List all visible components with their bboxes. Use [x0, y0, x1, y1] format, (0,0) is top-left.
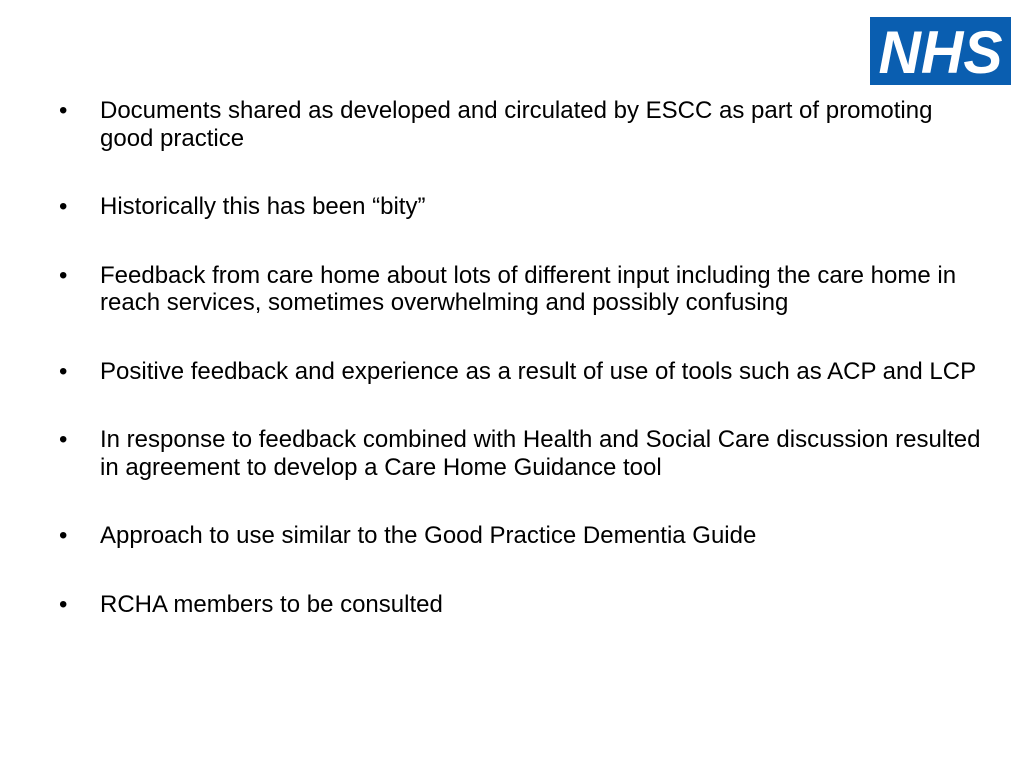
- bullet-item: [56, 591, 986, 619]
- bullet-item: [56, 262, 986, 317]
- nhs-logo: [870, 17, 1011, 85]
- bullet-item: [56, 522, 986, 550]
- nhs-logo-text: NHS: [878, 19, 1003, 85]
- bullet-marker: •: [59, 261, 68, 289]
- bullet-marker: •: [59, 590, 68, 618]
- bullet-list: [56, 97, 986, 659]
- nhs-logo-icon: [870, 17, 1011, 85]
- bullet-item: [56, 193, 986, 221]
- bullet-text: Positive feedback and experience as a result of use of tools such as ACP and LCP: [100, 357, 977, 385]
- bullet-item: [56, 358, 986, 386]
- bullet-text: Feedback from care home about lots of different input including the care home in reach services, sometimes overwhelming and possibly confusing: [100, 261, 957, 316]
- bullet-item: [56, 426, 986, 481]
- bullet-text: RCHA members to be consulted: [100, 590, 443, 618]
- bullet-marker: •: [59, 426, 68, 453]
- bullet-marker: •: [59, 522, 68, 549]
- bullet-text: Approach to use similar to the Good Practice Dementia Guide: [100, 522, 757, 549]
- bullet-item: [56, 97, 986, 152]
- bullet-text: In response to feedback combined with Health and Social Care discussion resulted in agreement to develop a Care Home Guidance tool: [100, 426, 981, 481]
- bullet-marker: •: [59, 193, 68, 220]
- bullet-marker: •: [59, 357, 68, 385]
- bullet-text: Historically this has been “bity”: [100, 193, 426, 220]
- bullet-marker: •: [59, 97, 68, 124]
- bullet-text: Documents shared as developed and circulated by ESCC as part of promoting good practice: [100, 97, 933, 152]
